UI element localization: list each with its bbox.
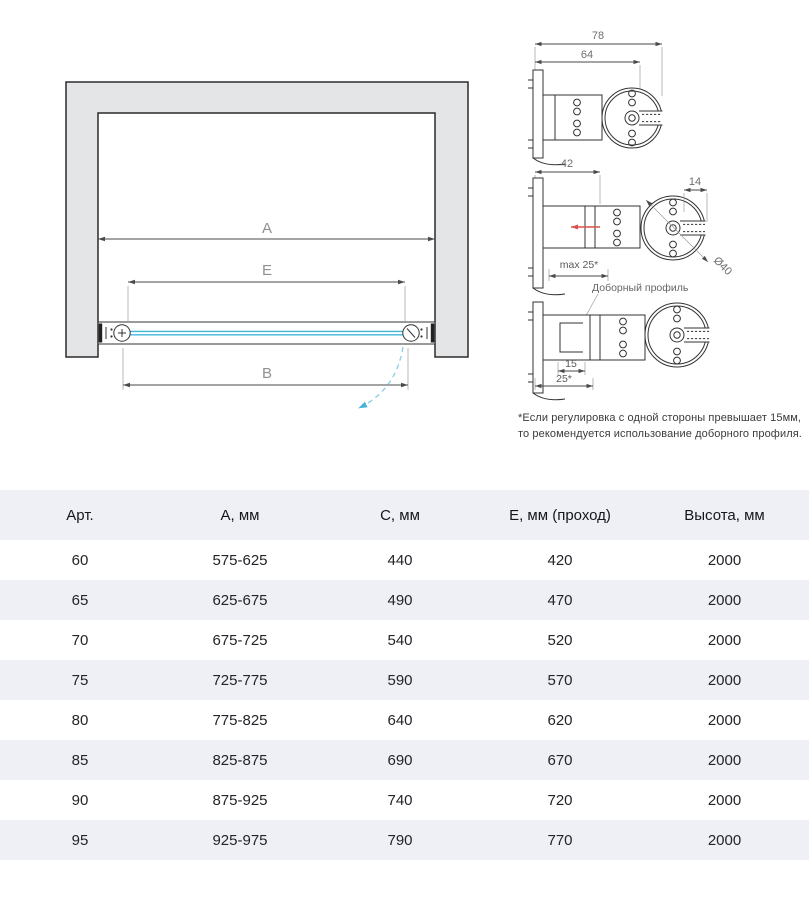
cell-art: 80 <box>0 700 160 740</box>
cell-art: 85 <box>0 740 160 780</box>
dim-max-adjust-label: max 25* <box>559 259 599 271</box>
cell-c: 790 <box>320 820 480 860</box>
door-swing-arc <box>359 347 403 408</box>
front-view-drawing <box>40 60 480 430</box>
roller-left <box>114 325 130 341</box>
header-e-mm: Е, мм (проход) <box>480 490 640 540</box>
cell-height: 2000 <box>640 780 809 820</box>
cell-art: 60 <box>0 540 160 580</box>
cell-height: 2000 <box>640 540 809 580</box>
dim-b <box>123 348 408 390</box>
cell-height: 2000 <box>640 820 809 860</box>
cell-art: 70 <box>0 620 160 660</box>
dim-14-label: 14 <box>688 176 702 188</box>
table-header-row <box>0 490 809 540</box>
table-row <box>0 700 809 740</box>
cell-height: 2000 <box>640 580 809 620</box>
cell-a: 925-975 <box>160 820 320 860</box>
wall-profile <box>528 178 565 295</box>
round-post-profile <box>645 303 710 367</box>
header-c-mm: С, мм <box>320 490 480 540</box>
header-height-mm: Высота, мм <box>640 490 809 540</box>
header-a-mm: А, мм <box>160 490 320 540</box>
cell-e: 520 <box>480 620 640 660</box>
table-row <box>0 740 809 780</box>
cell-art: 65 <box>0 580 160 620</box>
cell-e: 620 <box>480 700 640 740</box>
dim-64-label: 64 <box>580 49 594 61</box>
cell-a: 875-925 <box>160 780 320 820</box>
cell-c: 490 <box>320 580 480 620</box>
cell-art: 75 <box>0 660 160 700</box>
roller-right <box>403 325 419 341</box>
dim-a-label: A <box>261 220 273 237</box>
table-row <box>0 780 809 820</box>
table-row <box>0 820 809 860</box>
dim-diameter-label: Ø40 <box>710 254 735 278</box>
round-post-profile <box>602 88 664 148</box>
profile-bottom-section <box>528 282 710 400</box>
cell-c: 440 <box>320 540 480 580</box>
cell-a: 575-625 <box>160 540 320 580</box>
cell-art: 95 <box>0 820 160 860</box>
cell-e: 420 <box>480 540 640 580</box>
profile-middle-section <box>528 158 734 295</box>
cell-a: 675-725 <box>160 620 320 660</box>
cell-e: 570 <box>480 660 640 700</box>
cell-e: 470 <box>480 580 640 620</box>
cell-c: 690 <box>320 740 480 780</box>
cell-a: 775-825 <box>160 700 320 740</box>
dim-78-label: 78 <box>591 30 605 42</box>
cell-a: 725-775 <box>160 660 320 700</box>
cell-c: 640 <box>320 700 480 740</box>
dim-a <box>98 220 435 239</box>
table-row <box>0 580 809 620</box>
cell-art: 90 <box>0 780 160 820</box>
cell-c: 740 <box>320 780 480 820</box>
cell-e: 670 <box>480 740 640 780</box>
cell-height: 2000 <box>640 740 809 780</box>
footnote <box>518 411 802 443</box>
cell-e: 720 <box>480 780 640 820</box>
dim-25-label: 25* <box>556 373 572 385</box>
cell-c: 590 <box>320 660 480 700</box>
table-row <box>0 620 809 660</box>
cell-height: 2000 <box>640 620 809 660</box>
table-row <box>0 540 809 580</box>
dim-e <box>128 262 405 321</box>
extension-profile-label: Доборный профиль <box>592 282 689 294</box>
footnote-line-2: то рекомендуется использование доборного профиля. <box>518 427 802 440</box>
dim-b-label: B <box>261 365 273 382</box>
profile-top-section <box>528 30 664 165</box>
cell-height: 2000 <box>640 660 809 700</box>
dim-e-label: E <box>261 262 273 279</box>
footnote-line-1: *Если регулировка с одной стороны превышает 15мм, <box>518 412 802 424</box>
cell-c: 540 <box>320 620 480 660</box>
profile-sections-drawing <box>505 10 805 450</box>
cell-height: 2000 <box>640 700 809 740</box>
table-row <box>0 660 809 700</box>
dim-max-adjust <box>549 259 608 281</box>
profile-body-with-extension <box>543 315 645 360</box>
spec-table <box>0 490 809 860</box>
cell-a: 825-875 <box>160 740 320 780</box>
cell-a: 625-675 <box>160 580 320 620</box>
dim-25 <box>535 373 593 390</box>
door-track <box>98 322 435 344</box>
dim-15-label: 15 <box>565 358 577 370</box>
adjusting-profile <box>543 95 602 140</box>
header-art: Арт. <box>0 490 160 540</box>
cell-e: 770 <box>480 820 640 860</box>
dim-42-label: 42 <box>560 158 574 170</box>
